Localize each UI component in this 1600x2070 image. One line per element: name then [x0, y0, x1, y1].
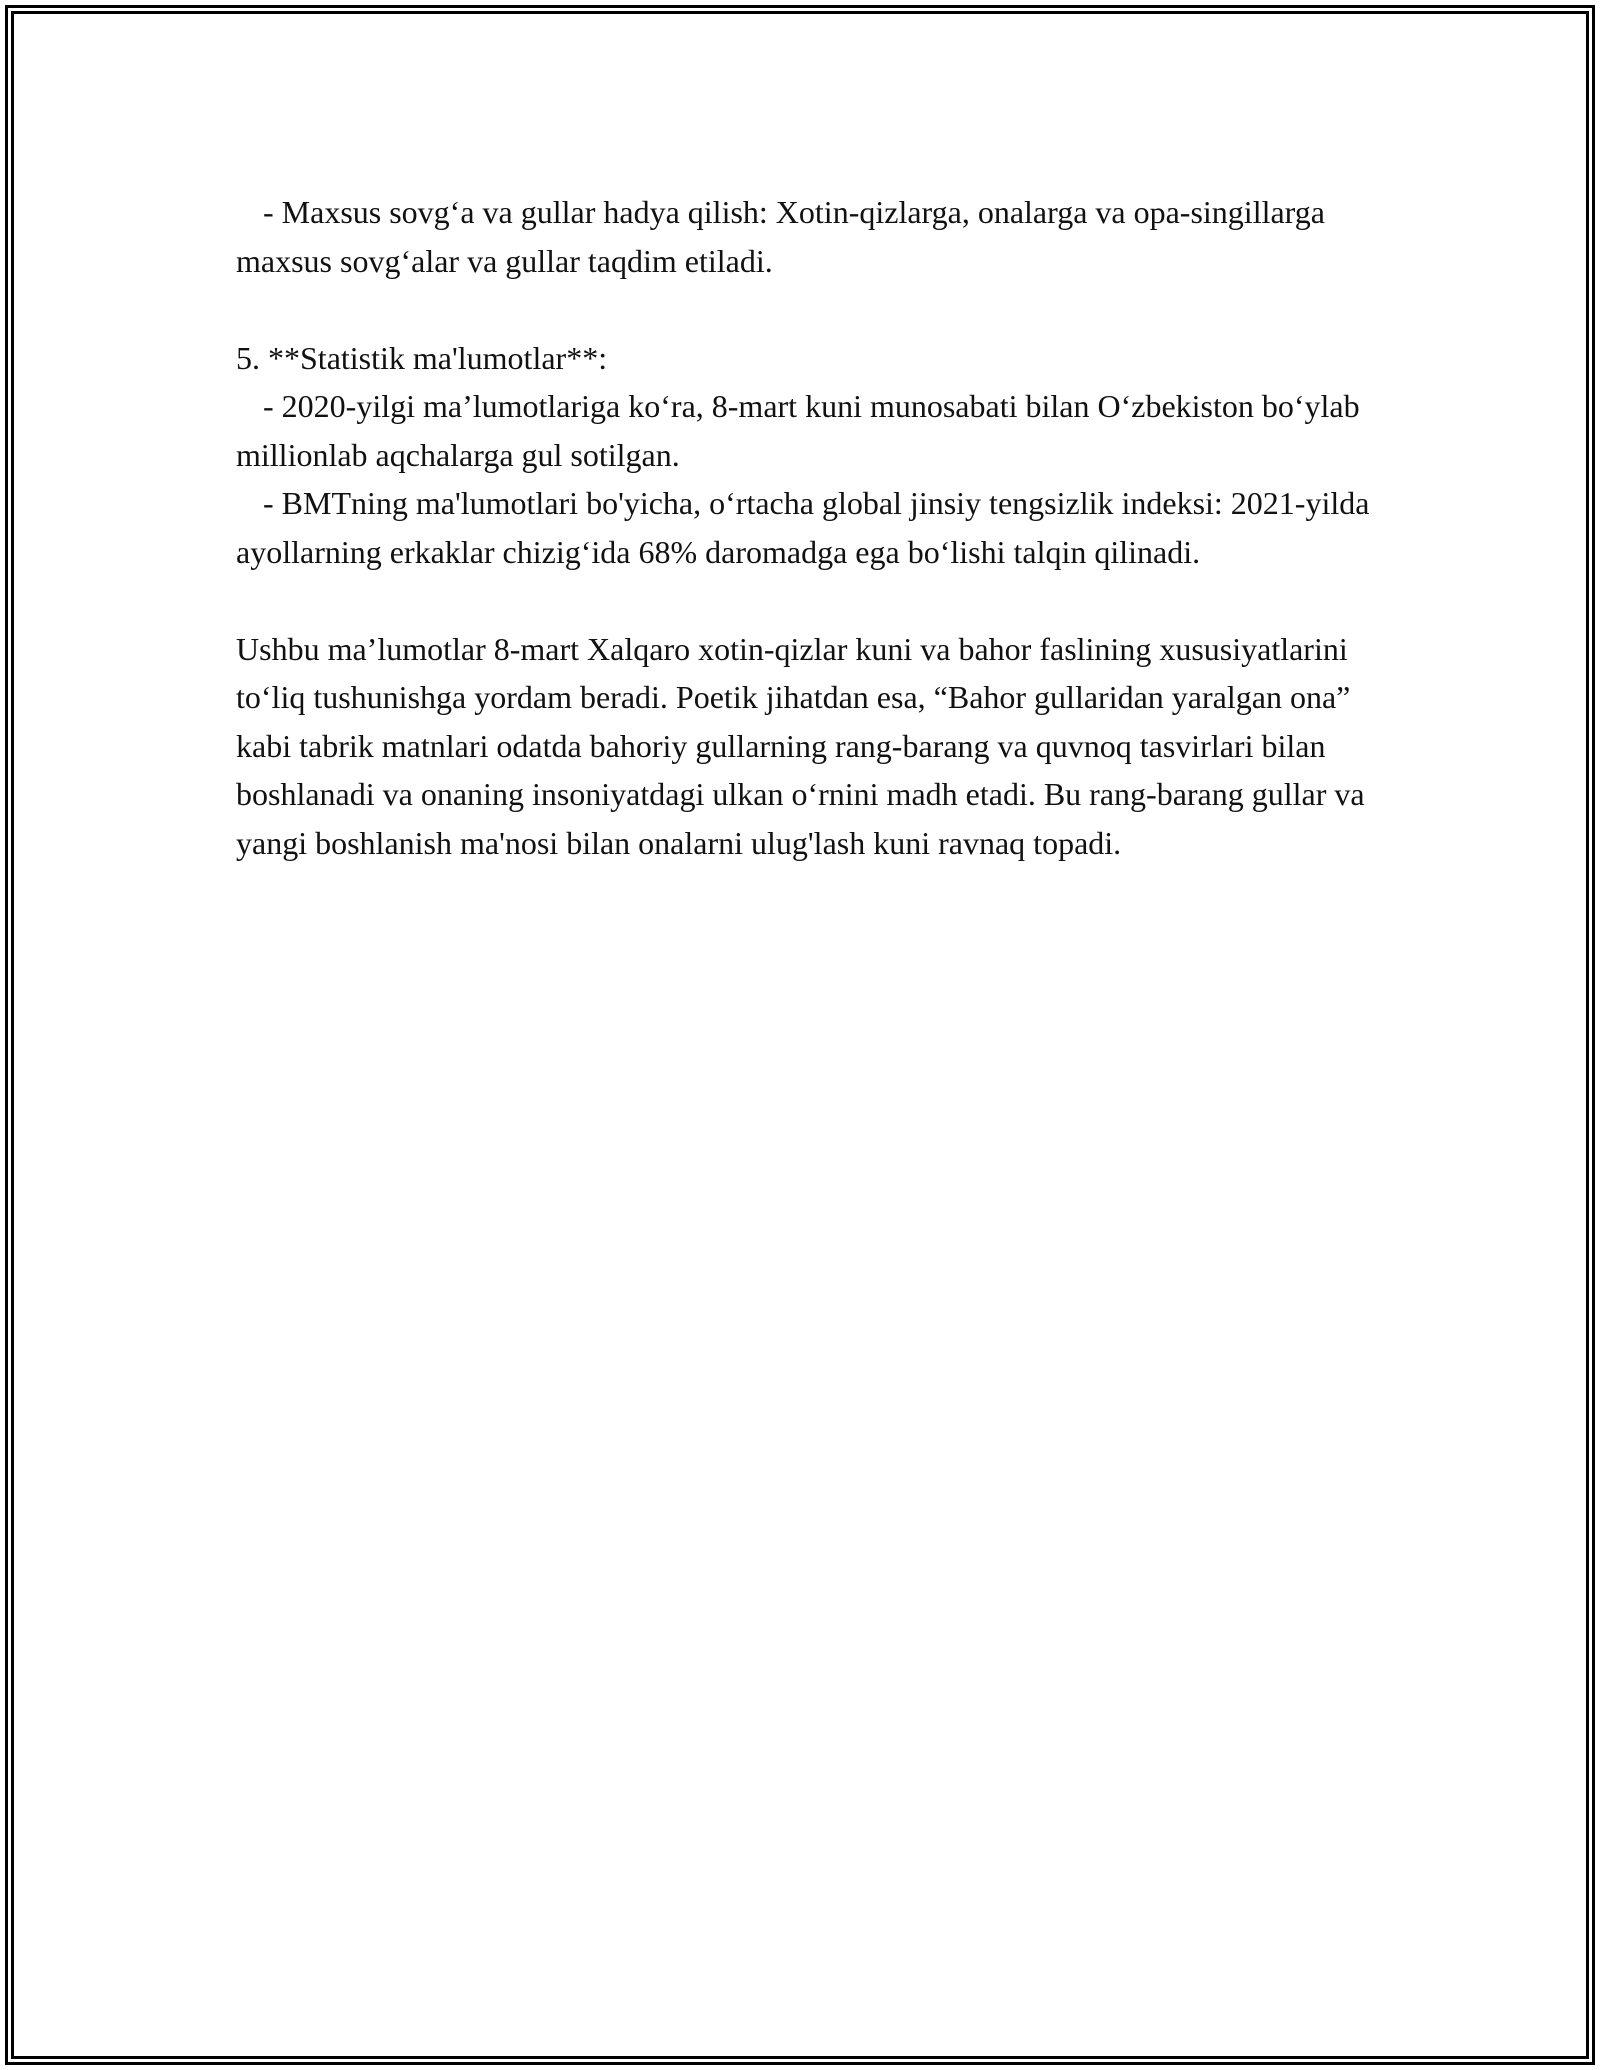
paragraph-gap: [236, 285, 1386, 334]
bullet-stat-inequality: [236, 479, 1386, 576]
bullet-gifts: [236, 188, 1386, 285]
bullet-stat-flowers: [236, 382, 1386, 479]
bullet-stat-inequality-text: - BMTning ma'lumotlari bo'yicha, o‘rtacha global jinsiy tengsizlik indeksi: 2021-yilda ayollarning erkaklar chizig‘ida 68% daromadga ega bo‘lishi talqin qilinadi.: [236, 485, 1370, 570]
paragraph-gap: [236, 576, 1386, 625]
bullet-stat-flowers-text: - 2020-yilgi ma’lumotlariga ko‘ra, 8-mart kuni munosabati bilan O‘zbekiston bo‘ylab millionlab aqchalarga gul sotilgan.: [236, 388, 1360, 473]
bullet-gifts-text: - Maxsus sovg‘a va gullar hadya qilish: Xotin-qizlarga, onalarga va opa-singillarga maxsus sovg‘alar va gullar taqdim etiladi.: [236, 194, 1325, 279]
closing-paragraph: Ushbu ma’lumotlar 8-mart Xalqaro xotin-qizlar kuni va bahor faslining xususiyatlarini to‘liq tushunishga yordam beradi. Poetik jihatdan esa, “Bahor gullaridan yaralgan ona” kabi tabrik matnlari odatda bahoriy gullarning rang-barang va quvnoq tasvirlari bilan boshlanadi va onaning insoniyatdagi ulkan o‘rnini madh etadi. Bu rang-barang gullar va yangi boshlanish ma'nosi bilan onalarni ulug'lash kuni ravnaq topadi.: [236, 630, 1365, 861]
section-5-heading: 5. **Statistik ma'lumotlar**:: [236, 339, 608, 376]
document-body: [236, 188, 1386, 867]
